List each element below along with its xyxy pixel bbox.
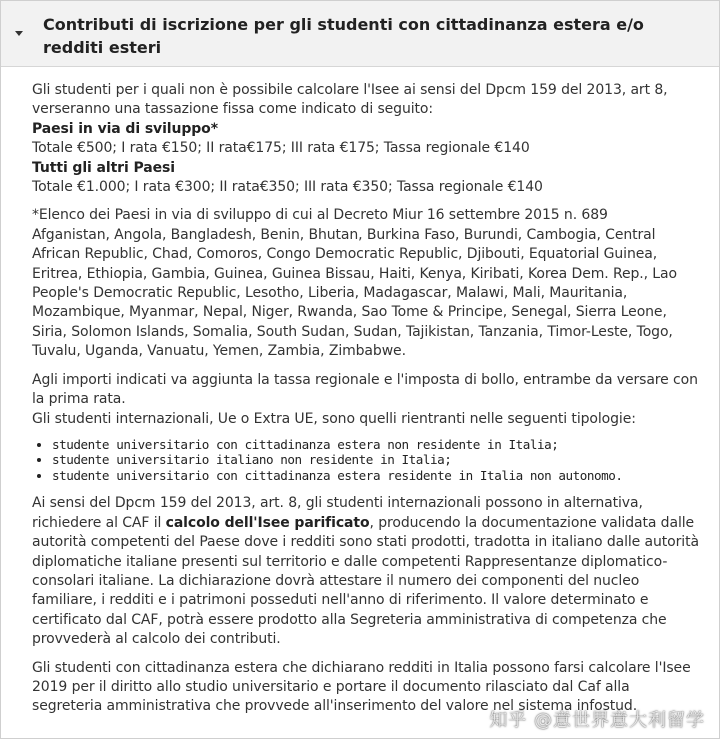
isee-text-after: , producendo la documentazione validata dalle autorità competenti del Paese dove i redditi sono stati prodotti, tradotta in italiano dalle autorità diplomatiche italiane presenti sul territorio e dalle competenti Rappresentanze diplomatico-consolari italiane. La dichiarazione dovrà attestare il numero dei componenti del nucleo familiare, i redditi e i patrimoni posseduti nell'anno di riferimento. Il valore determinato e certificato dal CAF, potrà essere prodotto alla Segreteria amministrativa di competenza che provvederà al calcolo dei contributi. (32, 514, 699, 648)
closing-text: Gli studenti con cittadinanza estera che dichiarano redditi in Italia possono farsi calcolare l'Isee 2019 per il diritto allo studio universitario e portare il documento rilasciato dal Caf alla segreteria amministrativa che provvede all'inserimento del valore nel sistema infostud. (32, 659, 691, 715)
notes-block (32, 371, 699, 429)
isee-text-before: Ai sensi del Dpcm 159 del 2013, art. 8, gli studenti internazionali possono in alternativa, richiedere al CAF il (32, 495, 643, 531)
fees-block (32, 81, 699, 197)
others-heading: Tutti gli altri Paesi (32, 159, 175, 176)
student-types-list (32, 437, 699, 484)
chevron-down-icon[interactable] (15, 31, 23, 36)
countries-list: Afganistan, Angola, Bangladesh, Benin, Bhutan, Burkina Faso, Burundi, Cambogia, Central African Republic, Chad, Comoros, Congo Democratic Republic, Djibouti, Equatorial Guinea, Eritrea, Ethiopia, Gambia, Guinea, Guinea Bissau, Haiti, Kenya, Kiribati, Korea Dem. Rep., Lao People's Democratic Republic, Lesotho, Liberia, Madagascar, Malawi, Mali, Mauritania, Mozambique, Myanmar, Nepal, Niger, Rwanda, Sao Tome & Principe, Senegal, Sierra Leone, Siria, Solomon Islands, Somalia, South Sudan, Sudan, Tajikistan, Tanzania, Timor-Leste, Togo, Tuvalu, Uganda, Vanuatu, Yemen, Zambia, Zimbabwe. (32, 226, 677, 360)
others-fees: Totale €1.000; I rata €300; II rata€350; III rata €350; Tassa regionale €140 (32, 179, 543, 196)
countries-heading: *Elenco dei Paesi in via di sviluppo di cui al Decreto Miur 16 settembre 2015 n. 689 (32, 207, 608, 224)
list-item: • studente universitario con cittadinanza estera non residente in Italia; (52, 437, 699, 453)
panel-body (1, 67, 719, 717)
developing-fees: Totale €500; I rata €150; II rata€175; III rata €175; Tassa regionale €140 (32, 140, 530, 157)
isee-block (32, 494, 699, 649)
international-intro: Gli studenti internazionali, Ue o Extra UE, sono quelli rientranti nelle seguenti tipologie: (32, 410, 636, 427)
list-item: • studente universitario italiano non residente in Italia; (52, 452, 699, 468)
panel-title: Contributi di iscrizione per gli studenti con cittadinanza estera e/o redditi esteri (43, 15, 644, 57)
developing-heading: Paesi in via di sviluppo* (32, 120, 218, 137)
extra-fees-text: Agli importi indicati va aggiunta la tassa regionale e l'imposta di bollo, entrambe da versare con la prima rata. (32, 371, 698, 408)
watermark: 知乎 @意世界意大利留学 (489, 710, 705, 731)
intro-text: Gli studenti per i quali non è possibile calcolare l'Isee ai sensi del Dpcm 159 del 2013, art 8, verseranno una tassazione fissa come indicato di seguito: (32, 82, 668, 118)
list-item: • studente universitario con cittadinanza estera residente in Italia non autonomo. (52, 468, 699, 484)
isee-bold-term: calcolo dell'Isee parificato (165, 514, 370, 531)
countries-block (32, 206, 699, 361)
accordion-header[interactable] (1, 1, 719, 67)
